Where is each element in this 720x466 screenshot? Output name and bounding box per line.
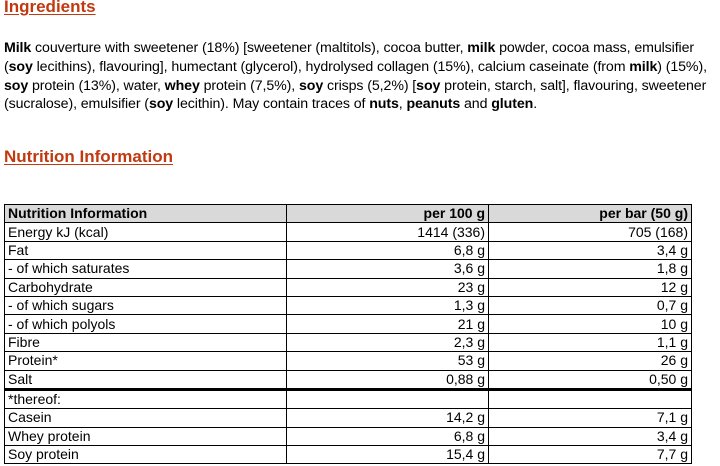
per-bar-cell: 12 g <box>489 278 692 296</box>
per-bar-cell: 10 g <box>489 315 692 333</box>
nutrient-cell: Fat <box>5 241 287 259</box>
table-row <box>5 223 692 241</box>
table-row <box>5 278 692 296</box>
per-bar-cell: 1,8 g <box>489 260 692 278</box>
ingredient-allergen: milk <box>467 40 496 56</box>
per-bar-cell: 0,50 g <box>489 370 692 389</box>
per-bar-cell: 7,1 g <box>489 409 692 427</box>
ingredient-text: lecithin). May contain traces of <box>173 96 370 113</box>
ingredient-allergen: soy <box>4 77 29 94</box>
per-100g-cell: 15,4 g <box>287 446 489 464</box>
per-bar-cell: 1,1 g <box>489 333 692 351</box>
ingredient-text: . <box>533 96 538 113</box>
table-row <box>5 260 692 278</box>
ingredient-text: lecithins), flavouring], humectant (glycerol), hydrolysed collagen (15%), calcium caseinate (from <box>32 58 630 75</box>
per-100g-cell: 14,2 g <box>287 409 489 427</box>
nutrient-cell: - of which saturates <box>5 260 287 278</box>
nutrient-cell: - of which polyols <box>5 315 287 333</box>
table-row <box>5 370 692 389</box>
table-row <box>5 389 692 408</box>
ingredients-heading: Ingredients <box>4 0 96 16</box>
ingredient-text: protein (7,5%), <box>199 77 299 94</box>
per-100g-cell: 3,6 g <box>287 260 489 278</box>
per-100g-cell: 1414 (336) <box>287 223 489 241</box>
ingredient-allergen: nuts <box>369 96 399 113</box>
ingredient-allergen: whey <box>164 77 200 94</box>
table-row <box>5 352 692 370</box>
per-bar-cell: 3,4 g <box>489 427 692 445</box>
ingredients-text <box>4 39 720 114</box>
table-row <box>5 333 692 351</box>
per-bar-cell: 7,7 g <box>489 446 692 464</box>
header-nutrient: Nutrition Information <box>5 205 287 223</box>
per-bar-cell: 705 (168) <box>489 223 692 241</box>
ingredient-allergen: soy <box>416 77 441 94</box>
ingredient-allergen: peanuts <box>406 96 461 113</box>
per-bar-cell: 3,4 g <box>489 241 692 259</box>
table-row <box>5 446 692 464</box>
ingredient-allergen: soy <box>298 77 324 94</box>
nutrient-cell: Soy protein <box>5 446 287 464</box>
per-100g-cell: 23 g <box>287 278 489 296</box>
table-row <box>5 427 692 445</box>
per-100g-cell: 1,3 g <box>287 296 489 314</box>
table-row <box>5 315 692 333</box>
per-100g-cell: 2,3 g <box>287 333 489 351</box>
nutrient-cell: - of which sugars <box>5 296 287 314</box>
nutrient-cell: *thereof: <box>5 389 287 408</box>
per-100g-cell: 21 g <box>287 315 489 333</box>
header-per-bar: per bar (50 g) <box>489 205 692 223</box>
ingredient-text: , <box>398 96 407 113</box>
nutrient-cell: Energy kJ (kcal) <box>5 223 287 241</box>
per-100g-cell <box>287 389 489 408</box>
ingredient-text: and <box>460 96 492 113</box>
per-100g-cell: 6,8 g <box>287 427 489 445</box>
per-100g-cell: 6,8 g <box>287 241 489 259</box>
ingredient-allergen: milk <box>629 58 658 75</box>
ingredient-allergen: soy <box>8 58 33 75</box>
nutrition-table <box>4 204 692 464</box>
nutrient-cell: Casein <box>5 409 287 427</box>
per-100g-cell: 0,88 g <box>287 370 489 389</box>
table-row <box>5 296 692 314</box>
ingredient-text: powder, cocoa mass, emulsifier ( <box>4 40 695 75</box>
table-header-row <box>5 205 692 223</box>
nutrient-cell: Salt <box>5 370 287 389</box>
ingredient-text: couverture with sweetener (18%) [sweetener (maltitols), cocoa butter, <box>31 40 468 56</box>
nutrient-cell: Fibre <box>5 333 287 351</box>
ingredient-allergen: gluten <box>491 96 534 113</box>
nutrition-heading: Nutrition Information <box>4 147 174 166</box>
table-row <box>5 409 692 427</box>
per-bar-cell: 0,7 g <box>489 296 692 314</box>
table-row <box>5 241 692 259</box>
ingredient-text: protein, starch, salt], flavouring, sweetener (sucralose), emulsifier ( <box>4 77 707 113</box>
ingredient-text: crisps (5,2%) [ <box>323 77 417 94</box>
per-bar-cell: 26 g <box>489 352 692 370</box>
nutrient-cell: Protein* <box>5 352 287 370</box>
nutrient-cell: Carbohydrate <box>5 278 287 296</box>
per-bar-cell <box>489 389 692 408</box>
per-100g-cell: 53 g <box>287 352 489 370</box>
header-per-100g: per 100 g <box>287 205 489 223</box>
ingredient-allergen: soy <box>148 96 174 113</box>
nutrient-cell: Whey protein <box>5 427 287 445</box>
ingredient-allergen: Milk <box>4 40 32 56</box>
ingredient-text: ) (15%), <box>657 58 707 75</box>
ingredient-text: protein (13%), water, <box>28 77 165 94</box>
